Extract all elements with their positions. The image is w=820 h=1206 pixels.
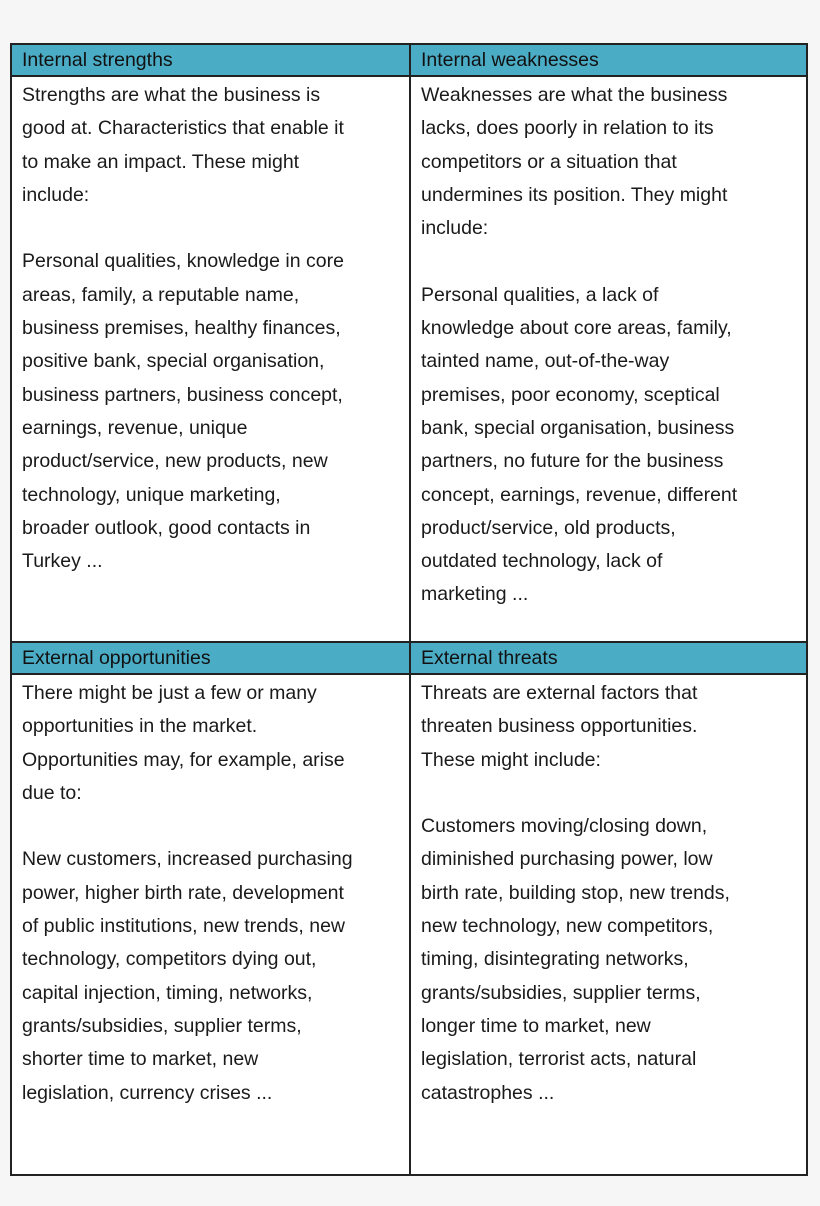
text-line: Customers moving/closing down, [421, 815, 708, 838]
text-line: earnings, revenue, unique [22, 416, 248, 439]
text-line: concept, earnings, revenue, different [421, 483, 738, 506]
text-line: broader outlook, good contacts in [22, 516, 311, 539]
text-line: product/service, old products, [421, 516, 676, 539]
text-line: threaten business opportunities. [421, 715, 698, 738]
weaknesses-intro [421, 79, 798, 245]
text-line: These might include: [421, 748, 601, 771]
threats-header: External threats [411, 643, 806, 675]
strengths-intro [22, 79, 401, 212]
text-line: lacks, does poorly in relation to its [421, 117, 714, 140]
text-line: business partners, business concept, [22, 383, 343, 406]
text-line: power, higher birth rate, development [22, 881, 344, 904]
weaknesses-header: Internal weaknesses [411, 45, 806, 77]
opportunities-list [22, 843, 401, 1109]
strengths-list [22, 245, 401, 578]
swot-table [10, 43, 808, 1176]
opportunities-body [12, 675, 411, 1174]
text-line: marketing ... [421, 583, 529, 606]
text-line: legislation, terrorist acts, natural [421, 1048, 697, 1071]
text-line: Strengths are what the business is [22, 84, 321, 106]
threats-body [411, 675, 806, 1174]
text-line: diminished purchasing power, low [421, 848, 713, 871]
text-line: Opportunities may, for example, arise [22, 748, 345, 771]
text-line: undermines its position. They might [421, 183, 728, 206]
strengths-header: Internal strengths [12, 45, 411, 77]
text-line: bank, special organisation, business [421, 416, 735, 439]
text-line: include: [421, 217, 489, 240]
text-line: catastrophes ... [421, 1081, 555, 1104]
text-line: birth rate, building stop, new trends, [421, 881, 730, 904]
text-line: shorter time to market, new [22, 1048, 259, 1071]
text-line: new technology, new competitors, [421, 915, 714, 938]
text-line: good at. Characteristics that enable it [22, 117, 344, 140]
text-line: areas, family, a reputable name, [22, 283, 300, 306]
text-line: timing, disintegrating networks, [421, 948, 689, 971]
opportunities-intro [22, 677, 401, 810]
text-line: technology, unique marketing, [22, 483, 281, 506]
text-line: grants/subsidies, supplier terms, [421, 981, 701, 1004]
text-line: business premises, healthy finances, [22, 317, 341, 340]
text-line: Threats are external factors that [421, 682, 698, 704]
text-line: product/service, new products, new [22, 450, 328, 473]
text-line: of public institutions, new trends, new [22, 915, 346, 938]
text-line: due to: [22, 781, 82, 804]
text-line: Weaknesses are what the business [421, 84, 728, 106]
strengths-body [12, 77, 411, 643]
text-line: opportunities in the market. [22, 715, 258, 738]
weaknesses-list [421, 279, 798, 612]
text-line: Personal qualities, knowledge in core [22, 250, 344, 273]
text-line: partners, no future for the business [421, 450, 724, 473]
text-line: capital injection, timing, networks, [22, 981, 313, 1004]
text-line: New customers, increased purchasing [22, 848, 353, 871]
weaknesses-body [411, 77, 806, 643]
text-line: There might be just a few or many [22, 682, 317, 704]
opportunities-header: External opportunities [12, 643, 411, 675]
text-line: competitors or a situation that [421, 150, 677, 173]
threats-list [421, 810, 798, 1110]
text-line: positive bank, special organisation, [22, 350, 325, 373]
text-line: legislation, currency crises ... [22, 1081, 273, 1104]
threats-intro [421, 677, 798, 777]
text-line: Turkey ... [22, 550, 103, 573]
text-line: tainted name, out-of-the-way [421, 350, 670, 373]
text-line: include: [22, 183, 90, 206]
text-line: longer time to market, new [421, 1014, 651, 1037]
text-line: outdated technology, lack of [421, 550, 663, 573]
text-line: to make an impact. These might [22, 150, 300, 173]
text-line: Personal qualities, a lack of [421, 283, 659, 306]
text-line: grants/subsidies, supplier terms, [22, 1014, 302, 1037]
text-line: knowledge about core areas, family, [421, 317, 732, 340]
text-line: technology, competitors dying out, [22, 948, 317, 971]
text-line: premises, poor economy, sceptical [421, 383, 720, 406]
